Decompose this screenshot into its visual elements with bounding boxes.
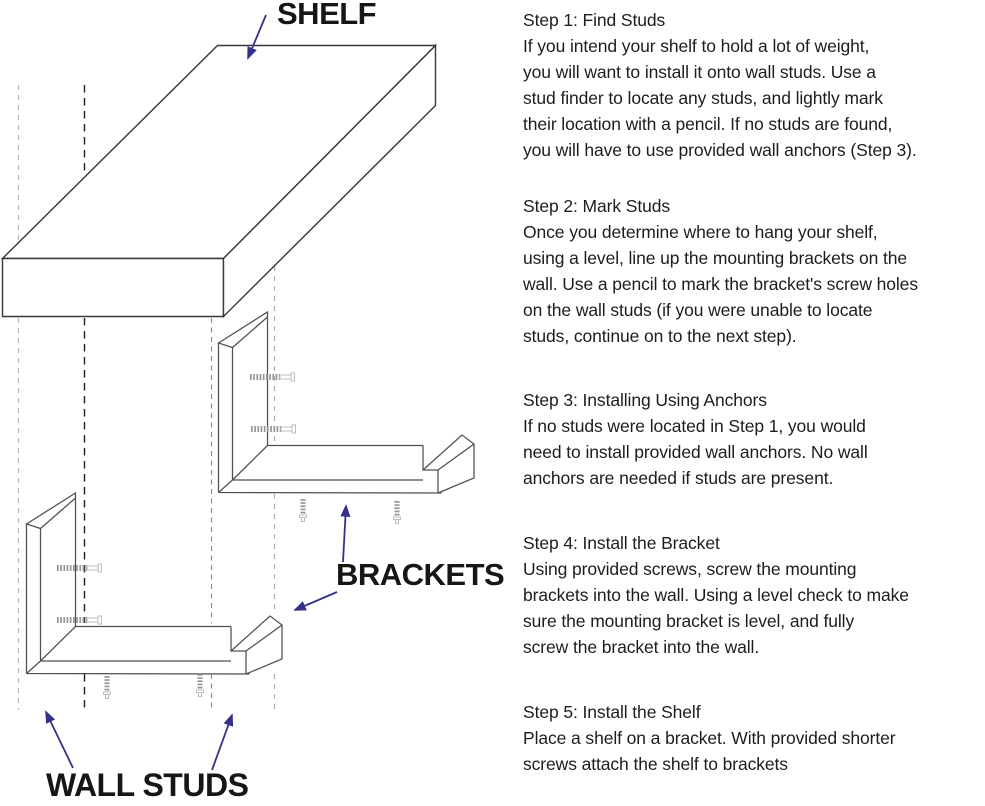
step-text-line: their location with a pencil. If no studs are found, — [523, 114, 893, 134]
step-text-line: If no studs were located in Step 1, you would — [523, 416, 866, 436]
step-title: Step 1: Find Studs — [523, 10, 666, 30]
step-text-line: screws attach the shelf to brackets — [523, 754, 788, 774]
upper-bracket-drawing — [219, 312, 475, 493]
shelf-label: SHELF — [277, 0, 377, 31]
step-1-block — [523, 7, 985, 163]
shelf-front-face — [3, 259, 224, 317]
step-text-line: If you intend your shelf to hold a lot of weight, — [523, 36, 870, 56]
wall-screw-icons-vertical — [104, 499, 401, 699]
step-text-line: using a level, line up the mounting brackets on the — [523, 248, 908, 268]
wall-studs-label: WALL STUDS — [46, 767, 249, 803]
wall-screw-icons-horizontal — [57, 373, 296, 624]
step-text-line: you will have to use provided wall anchors (Step 3). — [523, 140, 917, 160]
brackets-arrow-down — [295, 592, 337, 610]
step-text-line: studs, continue on to the next step). — [523, 326, 797, 346]
step-text-line: need to install provided wall anchors. No wall — [523, 442, 868, 462]
brackets-label: BRACKETS — [336, 557, 505, 592]
lower-bracket-drawing — [27, 493, 283, 674]
screw-icon — [394, 501, 401, 524]
screw-icon — [104, 676, 111, 699]
step-text-line: screw the bracket into the wall. — [523, 637, 760, 657]
step-text-line: stud finder to locate any studs, and lightly mark — [523, 88, 883, 108]
step-2-block — [523, 193, 985, 349]
step-3-block — [523, 387, 985, 491]
screw-icon — [300, 499, 307, 522]
brackets-arrow-up — [343, 506, 346, 562]
step-title: Step 4: Install the Bracket — [523, 533, 720, 553]
step-text-line: Once you determine where to hang your shelf, — [523, 222, 878, 242]
screw-icon — [251, 425, 296, 433]
step-text-line: you will want to install it onto wall studs. Use a — [523, 62, 876, 82]
shelf-drawing — [3, 46, 436, 317]
screw-icon — [57, 564, 102, 572]
step-title: Step 2: Mark Studs — [523, 196, 671, 216]
step-text-line: Using provided screws, screw the mounting — [523, 559, 857, 579]
step-text-line: Place a shelf on a bracket. With provided shorter — [523, 728, 896, 748]
step-text-line: brackets into the wall. Using a level check to make — [523, 585, 909, 605]
screw-icon — [197, 674, 204, 697]
screw-icon — [57, 616, 102, 624]
step-5-block — [523, 699, 985, 777]
step-title: Step 3: Installing Using Anchors — [523, 390, 767, 410]
screw-icon — [250, 373, 295, 381]
step-text-line: on the wall studs (if you were unable to locate — [523, 300, 873, 320]
step-text-line: sure the mounting bracket is level, and fully — [523, 611, 855, 631]
wall-studs-arrow-left — [46, 712, 73, 768]
step-4-block — [523, 530, 985, 660]
step-title: Step 5: Install the Shelf — [523, 702, 701, 722]
step-text-line: wall. Use a pencil to mark the bracket's screw holes — [523, 274, 918, 294]
step-text-line: anchors are needed if studs are present. — [523, 468, 834, 488]
wall-studs-arrow-right — [212, 715, 232, 770]
